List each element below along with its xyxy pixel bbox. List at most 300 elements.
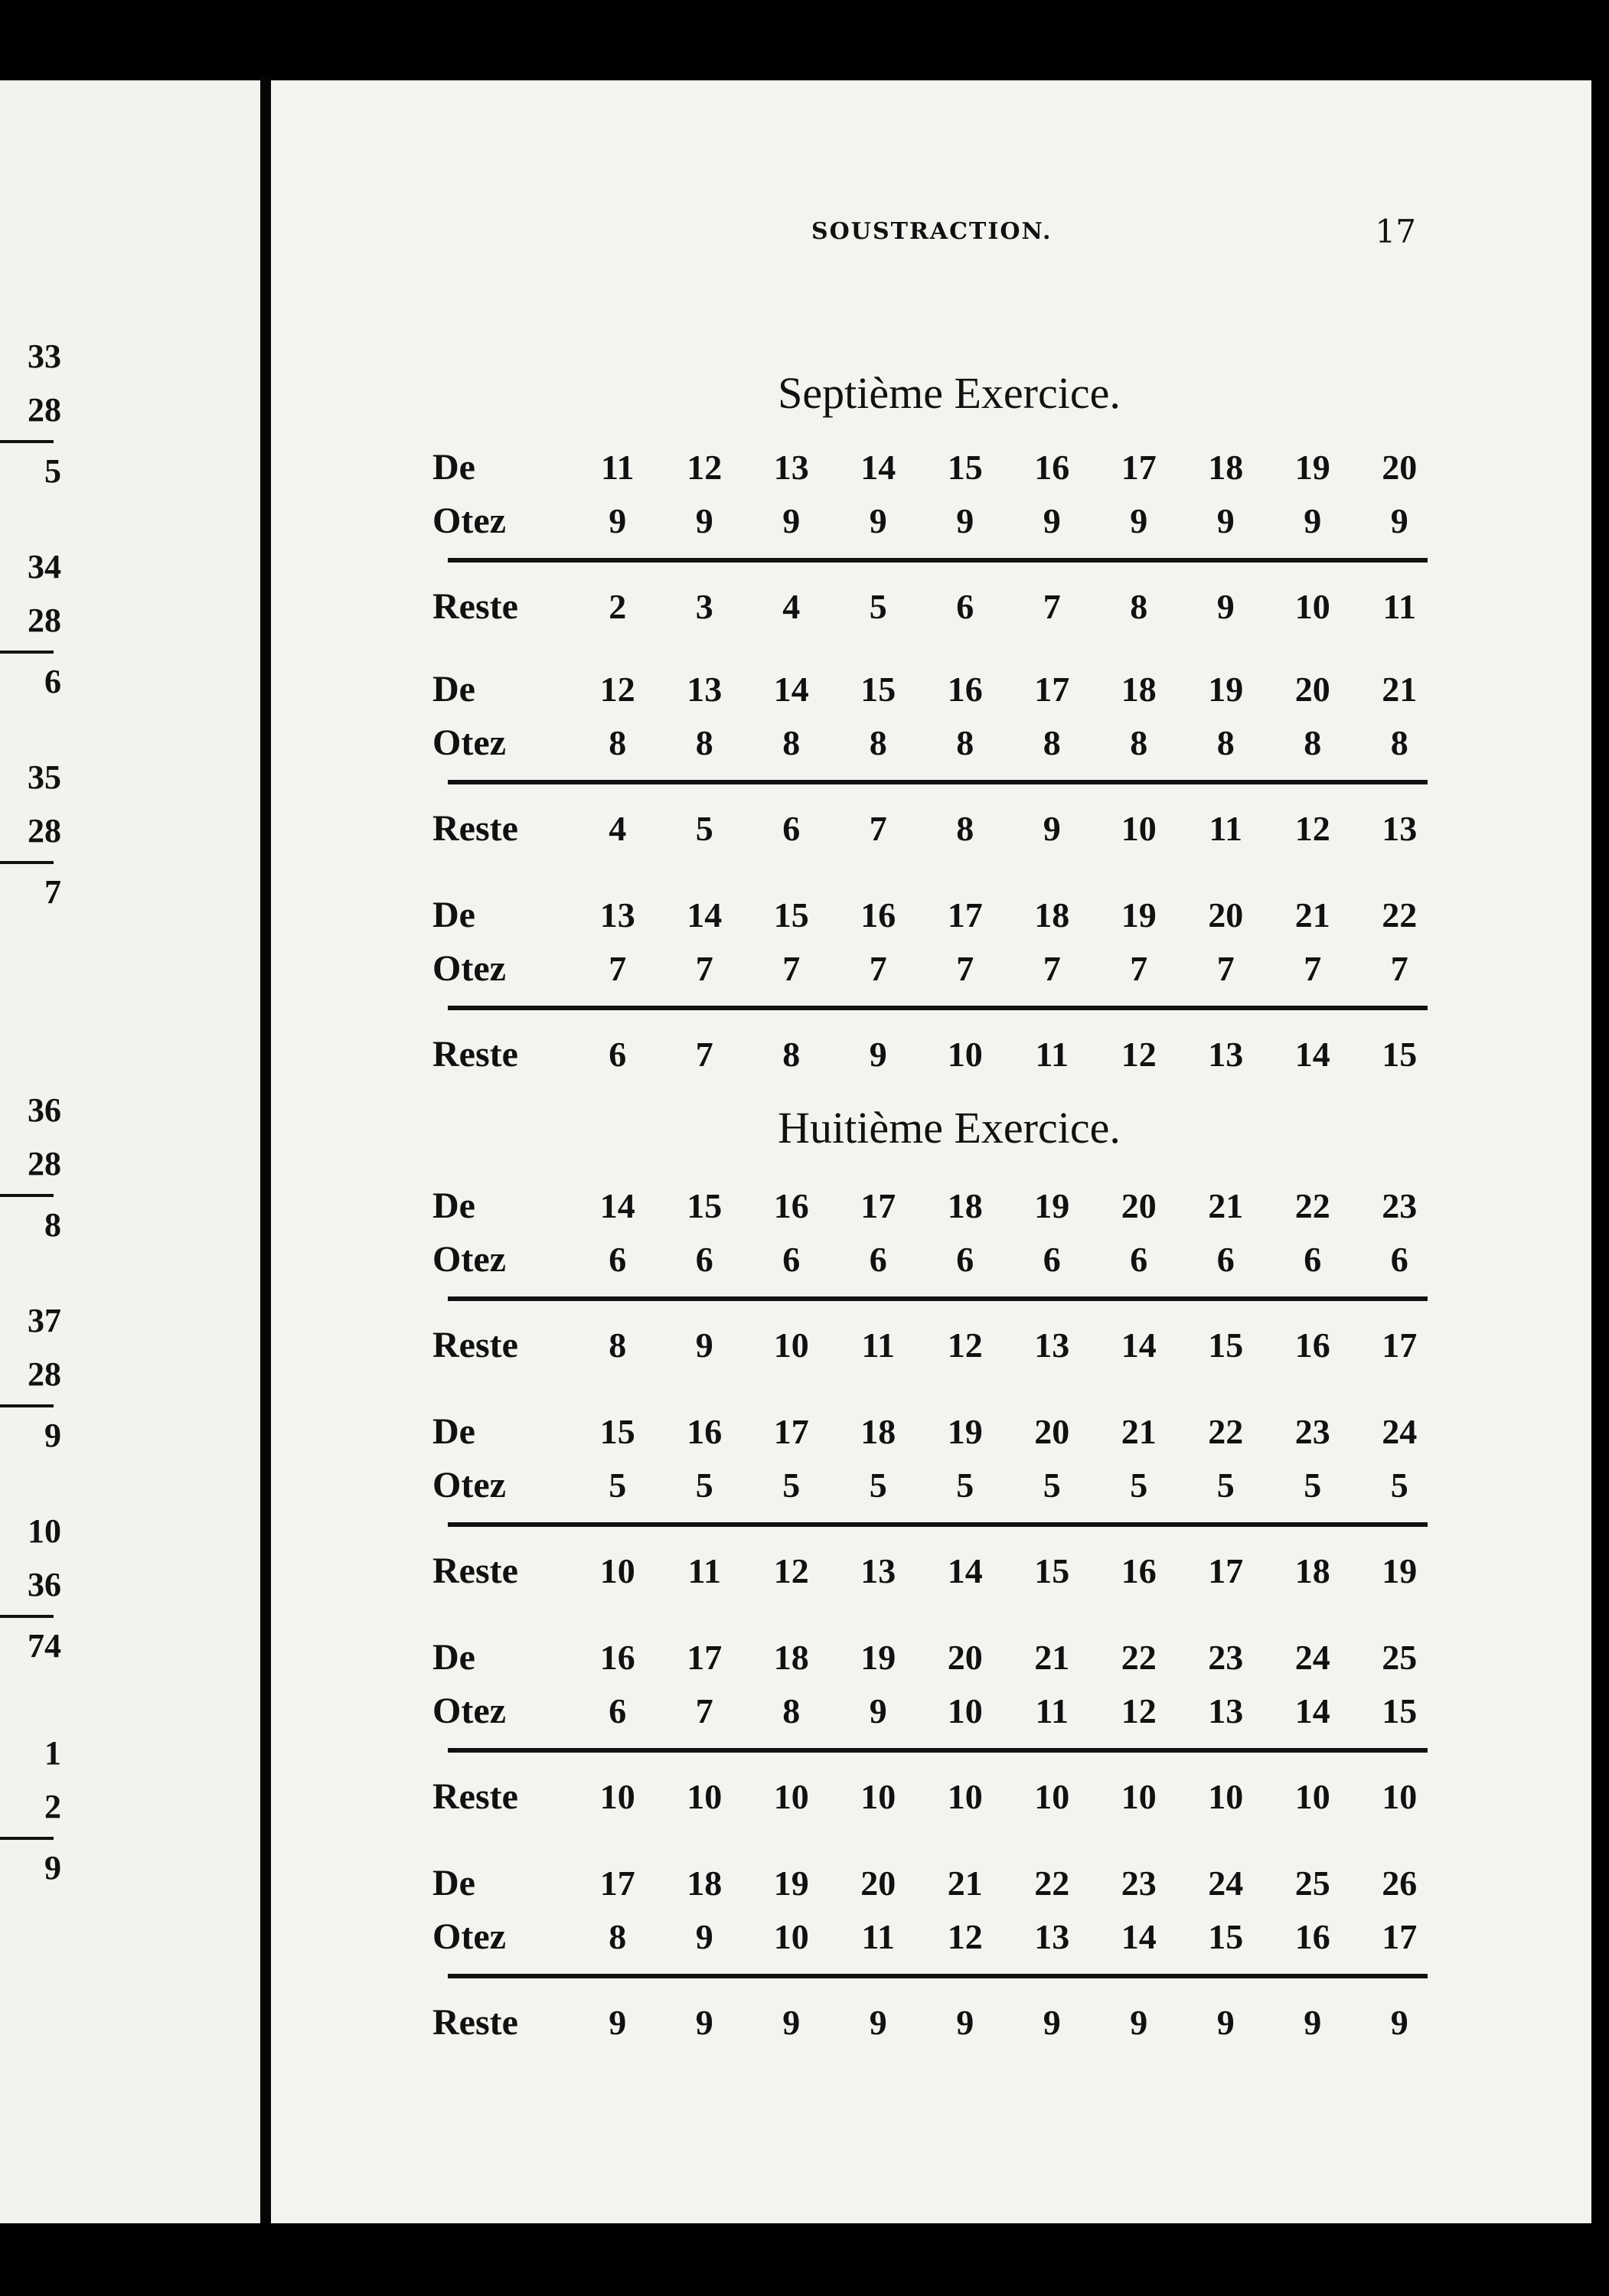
number-cell: 25: [1382, 1637, 1418, 1677]
de-label: De: [432, 1185, 475, 1226]
fragment-number: 1: [44, 1734, 61, 1772]
number-cell: 12: [773, 1551, 809, 1590]
number-cell: 18: [1121, 669, 1157, 709]
number-cell: 13: [1208, 1034, 1244, 1074]
number-cell: 23: [1208, 1637, 1244, 1677]
number-cell: 15: [1208, 1916, 1244, 1956]
number-cell: 5: [782, 1465, 801, 1505]
subtraction-block: [425, 1404, 1443, 1597]
fragment-rule: [0, 1404, 54, 1407]
reste-row: [425, 1027, 1443, 1081]
number-cell: 10: [599, 1776, 635, 1816]
number-cell: 5: [1390, 1465, 1408, 1505]
number-cell: 11: [1035, 1034, 1069, 1074]
number-cell: 17: [947, 895, 983, 934]
reste-label: Reste: [432, 2001, 518, 2043]
subtraction-block: [425, 1856, 1443, 2049]
de-row: [425, 1630, 1443, 1684]
running-title: SOUSTRACTION.: [811, 217, 1053, 245]
number-cell: 21: [947, 1863, 983, 1903]
number-cell: 15: [860, 669, 896, 709]
fragment-number: 28: [28, 391, 61, 429]
number-cell: 6: [956, 586, 974, 626]
de-label: De: [432, 1862, 475, 1903]
number-cell: 17: [1382, 1325, 1418, 1365]
number-cell: 14: [687, 895, 723, 934]
number-cell: 9: [1304, 2002, 1322, 2042]
number-cell: 10: [1208, 1776, 1244, 1816]
number-cell: 23: [1121, 1863, 1157, 1903]
number-cell: 7: [1043, 948, 1061, 988]
fragment-number: 2: [44, 1788, 61, 1825]
number-cell: 12: [947, 1916, 983, 1956]
number-cell: 5: [1130, 1465, 1148, 1505]
number-cell: 8: [1216, 722, 1235, 762]
number-cell: 12: [1121, 1691, 1157, 1730]
fragment-number: 28: [28, 1355, 61, 1393]
number-cell: 9: [1216, 501, 1235, 540]
fragment-number: 35: [28, 758, 61, 796]
number-cell: 9: [956, 2002, 974, 2042]
de-row: [425, 1404, 1443, 1458]
number-cell: 8: [1130, 722, 1148, 762]
number-cell: 18: [1034, 895, 1070, 934]
number-cell: 9: [1130, 2002, 1148, 2042]
number-cell: 18: [947, 1186, 983, 1225]
number-cell: 14: [947, 1551, 983, 1590]
number-cell: 20: [1121, 1186, 1157, 1225]
number-cell: 5: [1304, 1465, 1322, 1505]
number-cell: 22: [1294, 1186, 1330, 1225]
reste-row: [425, 1544, 1443, 1597]
number-cell: 19: [1382, 1551, 1418, 1590]
number-cell: 19: [860, 1637, 896, 1677]
reste-row: [425, 1995, 1443, 2049]
number-cell: 23: [1382, 1186, 1418, 1225]
number-cell: 13: [599, 895, 635, 934]
number-cell: 12: [1294, 808, 1330, 848]
otez-row: [425, 1458, 1443, 1512]
number-cell: 16: [1294, 1325, 1330, 1365]
reste-row: [425, 579, 1443, 633]
number-cell: 18: [687, 1863, 723, 1903]
number-cell: 13: [1208, 1691, 1244, 1730]
page-header: [528, 208, 1447, 254]
number-cell: 10: [947, 1034, 983, 1074]
number-cell: 6: [1130, 1239, 1148, 1279]
number-cell: 14: [599, 1186, 635, 1225]
number-cell: 6: [609, 1691, 627, 1730]
number-cell: 8: [782, 1691, 801, 1730]
number-cell: 11: [1209, 808, 1242, 848]
number-cell: 10: [773, 1776, 809, 1816]
number-cell: 22: [1034, 1863, 1070, 1903]
number-cell: 17: [1034, 669, 1070, 709]
number-cell: 7: [1043, 586, 1061, 626]
fragment-number: 36: [28, 1091, 61, 1129]
number-cell: 6: [1043, 1239, 1061, 1279]
number-cell: 16: [599, 1637, 635, 1677]
reste-label: Reste: [432, 807, 518, 849]
number-cell: 15: [1382, 1691, 1418, 1730]
number-cell: 7: [782, 948, 801, 988]
number-cell: 13: [1382, 808, 1418, 848]
fragment-rule: [0, 440, 54, 443]
number-cell: 14: [1294, 1691, 1330, 1730]
number-cell: 17: [1121, 447, 1157, 487]
number-cell: 17: [773, 1411, 809, 1451]
number-cell: 14: [860, 447, 896, 487]
number-cell: 8: [1130, 586, 1148, 626]
number-cell: 15: [1382, 1034, 1418, 1074]
number-cell: 10: [1034, 1776, 1070, 1816]
number-cell: 19: [947, 1411, 983, 1451]
de-row: [425, 888, 1443, 941]
fragment-rule: [0, 1837, 54, 1840]
fragment-number: 10: [28, 1512, 61, 1550]
number-cell: 9: [695, 2002, 713, 2042]
number-cell: 21: [1208, 1186, 1244, 1225]
number-cell: 8: [1304, 722, 1322, 762]
number-cell: 21: [1034, 1637, 1070, 1677]
number-cell: 8: [782, 722, 801, 762]
number-cell: 10: [1121, 808, 1157, 848]
number-cell: 5: [869, 586, 887, 626]
number-cell: 14: [1121, 1916, 1157, 1956]
number-cell: 7: [695, 1691, 713, 1730]
number-cell: 15: [687, 1186, 723, 1225]
number-cell: 8: [782, 1034, 801, 1074]
number-cell: 10: [599, 1551, 635, 1590]
otez-row: [425, 941, 1443, 995]
number-cell: 13: [773, 447, 809, 487]
number-cell: 15: [1034, 1551, 1070, 1590]
number-cell: 15: [947, 447, 983, 487]
number-cell: 20: [860, 1863, 896, 1903]
number-cell: 23: [1294, 1411, 1330, 1451]
number-cell: 7: [869, 808, 887, 848]
number-cell: 16: [687, 1411, 723, 1451]
number-cell: 12: [1121, 1034, 1157, 1074]
number-cell: 9: [1043, 2002, 1061, 2042]
number-cell: 9: [1390, 2002, 1408, 2042]
number-cell: 10: [1294, 1776, 1330, 1816]
number-cell: 11: [1035, 1691, 1069, 1730]
number-cell: 22: [1208, 1411, 1244, 1451]
number-cell: 5: [609, 1465, 627, 1505]
subtraction-block: [425, 1179, 1443, 1371]
number-cell: 7: [695, 1034, 713, 1074]
number-cell: 20: [947, 1637, 983, 1677]
number-cell: 8: [695, 722, 713, 762]
number-cell: 4: [782, 586, 801, 626]
number-cell: 20: [1294, 669, 1330, 709]
exercise-title: Septième Exercice.: [778, 368, 1121, 418]
number-cell: 9: [869, 1691, 887, 1730]
otez-row: [425, 1684, 1443, 1737]
number-cell: 7: [695, 948, 713, 988]
number-cell: 15: [773, 895, 809, 934]
sum-rule: [448, 780, 1428, 784]
de-row: [425, 440, 1443, 494]
reste-label: Reste: [432, 1776, 518, 1817]
number-cell: 10: [947, 1691, 983, 1730]
number-cell: 16: [947, 669, 983, 709]
number-cell: 14: [1294, 1034, 1330, 1074]
reste-row: [425, 801, 1443, 855]
number-cell: 9: [869, 2002, 887, 2042]
otez-row: [425, 494, 1443, 547]
number-cell: 22: [1121, 1637, 1157, 1677]
number-cell: 9: [1216, 586, 1235, 626]
fragment-number: 28: [28, 602, 61, 639]
number-cell: 7: [1130, 948, 1148, 988]
number-cell: 5: [1216, 1465, 1235, 1505]
number-cell: 7: [1304, 948, 1322, 988]
number-cell: 7: [609, 948, 627, 988]
number-cell: 15: [1208, 1325, 1244, 1365]
number-cell: 10: [1121, 1776, 1157, 1816]
number-cell: 4: [609, 808, 627, 848]
fragment-number: 9: [44, 1417, 61, 1454]
number-cell: 20: [1208, 895, 1244, 934]
de-row: [425, 662, 1443, 716]
number-cell: 6: [1390, 1239, 1408, 1279]
number-cell: 16: [860, 895, 896, 934]
fragment-number: 74: [28, 1627, 61, 1665]
number-cell: 9: [869, 501, 887, 540]
number-cell: 6: [609, 1034, 627, 1074]
number-cell: 18: [1294, 1551, 1330, 1590]
otez-row: [425, 716, 1443, 769]
number-cell: 8: [609, 1916, 627, 1956]
number-cell: 6: [782, 1239, 801, 1279]
number-cell: 10: [1382, 1776, 1418, 1816]
otez-row: [425, 1232, 1443, 1286]
fragment-rule: [0, 1615, 54, 1618]
otez-label: Otez: [432, 500, 506, 541]
fragment-number: 5: [44, 452, 61, 490]
otez-row: [425, 1910, 1443, 1963]
number-cell: 7: [869, 948, 887, 988]
otez-label: Otez: [432, 1916, 506, 1957]
number-cell: 26: [1382, 1863, 1418, 1903]
number-cell: 17: [1382, 1916, 1418, 1956]
de-label: De: [432, 668, 475, 709]
otez-label: Otez: [432, 1464, 506, 1505]
subtraction-block: [425, 888, 1443, 1081]
number-cell: 20: [1382, 447, 1418, 487]
number-cell: 11: [601, 447, 635, 487]
number-cell: 24: [1208, 1863, 1244, 1903]
fragment-number: 37: [28, 1302, 61, 1339]
number-cell: 12: [947, 1325, 983, 1365]
number-cell: 8: [609, 722, 627, 762]
number-cell: 18: [773, 1637, 809, 1677]
otez-label: Otez: [432, 1238, 506, 1280]
number-cell: 6: [1216, 1239, 1235, 1279]
fragment-rule: [0, 1194, 54, 1197]
number-cell: 16: [1034, 447, 1070, 487]
number-cell: 9: [609, 2002, 627, 2042]
reste-label: Reste: [432, 585, 518, 627]
number-cell: 19: [773, 1863, 809, 1903]
number-cell: 9: [695, 501, 713, 540]
number-cell: 11: [861, 1916, 895, 1956]
fragment-number: 33: [28, 338, 61, 375]
number-cell: 19: [1121, 895, 1157, 934]
number-cell: 21: [1382, 669, 1418, 709]
book-spine: [260, 77, 271, 2235]
number-cell: 25: [1294, 1863, 1330, 1903]
number-cell: 20: [1034, 1411, 1070, 1451]
number-cell: 9: [956, 501, 974, 540]
subtraction-block: [425, 1630, 1443, 1823]
fragment-number: 28: [28, 1145, 61, 1182]
number-cell: 8: [1043, 722, 1061, 762]
number-cell: 9: [609, 501, 627, 540]
fragment-rule: [0, 651, 54, 654]
number-cell: 10: [860, 1776, 896, 1816]
number-cell: 14: [1121, 1325, 1157, 1365]
number-cell: 9: [695, 1916, 713, 1956]
fragment-rule: [0, 861, 54, 864]
fragment-number: 8: [44, 1206, 61, 1244]
number-cell: 22: [1382, 895, 1418, 934]
reste-label: Reste: [432, 1324, 518, 1365]
number-cell: 3: [695, 586, 713, 626]
fragment-number: 34: [28, 548, 61, 585]
sum-rule: [448, 558, 1428, 563]
de-row: [425, 1179, 1443, 1232]
de-label: De: [432, 446, 475, 488]
number-cell: 6: [609, 1239, 627, 1279]
number-cell: 16: [1294, 1916, 1330, 1956]
left-page-fragment: [0, 80, 260, 2223]
number-cell: 2: [609, 586, 627, 626]
number-cell: 15: [599, 1411, 635, 1451]
number-cell: 9: [695, 1325, 713, 1365]
number-cell: 7: [1216, 948, 1235, 988]
sum-rule: [448, 1974, 1428, 1978]
number-cell: 8: [956, 722, 974, 762]
fragment-number: 36: [28, 1566, 61, 1603]
number-cell: 5: [695, 1465, 713, 1505]
number-cell: 9: [782, 2002, 801, 2042]
number-cell: 19: [1294, 447, 1330, 487]
number-cell: 10: [687, 1776, 723, 1816]
number-cell: 5: [869, 1465, 887, 1505]
number-cell: 9: [869, 1034, 887, 1074]
number-cell: 8: [869, 722, 887, 762]
number-cell: 16: [773, 1186, 809, 1225]
fragment-number: 28: [28, 812, 61, 850]
exercise-title: Huitième Exercice.: [778, 1103, 1121, 1153]
scan-border: [0, 2223, 1609, 2296]
number-cell: 9: [782, 501, 801, 540]
number-cell: 5: [1043, 1465, 1061, 1505]
de-row: [425, 1856, 1443, 1910]
number-cell: 6: [782, 808, 801, 848]
subtraction-block: [425, 662, 1443, 855]
otez-label: Otez: [432, 947, 506, 989]
number-cell: 24: [1294, 1637, 1330, 1677]
number-cell: 19: [1034, 1186, 1070, 1225]
de-label: De: [432, 894, 475, 935]
page-number: 17: [1375, 212, 1416, 250]
number-cell: 12: [599, 669, 635, 709]
sum-rule: [448, 1006, 1428, 1010]
number-cell: 9: [1043, 501, 1061, 540]
de-label: De: [432, 1411, 475, 1452]
number-cell: 7: [1390, 948, 1408, 988]
number-cell: 5: [956, 1465, 974, 1505]
fragment-number: 9: [44, 1849, 61, 1887]
number-cell: 6: [869, 1239, 887, 1279]
reste-row: [425, 1318, 1443, 1371]
otez-label: Otez: [432, 1690, 506, 1731]
number-cell: 10: [773, 1325, 809, 1365]
number-cell: 10: [947, 1776, 983, 1816]
number-cell: 9: [1130, 501, 1148, 540]
de-label: De: [432, 1636, 475, 1678]
number-cell: 9: [1043, 808, 1061, 848]
number-cell: 11: [1382, 586, 1416, 626]
reste-row: [425, 1769, 1443, 1823]
fragment-number: 6: [44, 663, 61, 700]
sum-rule: [448, 1522, 1428, 1527]
number-cell: 13: [1034, 1916, 1070, 1956]
sum-rule: [448, 1748, 1428, 1753]
number-cell: 11: [687, 1551, 721, 1590]
number-cell: 13: [687, 669, 723, 709]
number-cell: 6: [1304, 1239, 1322, 1279]
number-cell: 19: [1208, 669, 1244, 709]
number-cell: 18: [1208, 447, 1244, 487]
number-cell: 14: [773, 669, 809, 709]
number-cell: 13: [1034, 1325, 1070, 1365]
number-cell: 8: [1390, 722, 1408, 762]
reste-label: Reste: [432, 1550, 518, 1591]
number-cell: 6: [956, 1239, 974, 1279]
number-cell: 9: [1390, 501, 1408, 540]
sum-rule: [448, 1296, 1428, 1301]
number-cell: 11: [861, 1325, 895, 1365]
number-cell: 17: [687, 1637, 723, 1677]
otez-label: Otez: [432, 722, 506, 763]
number-cell: 10: [1294, 586, 1330, 626]
number-cell: 17: [599, 1863, 635, 1903]
number-cell: 21: [1294, 895, 1330, 934]
fragment-number: 7: [44, 873, 61, 911]
number-cell: 16: [1121, 1551, 1157, 1590]
number-cell: 7: [956, 948, 974, 988]
number-cell: 17: [1208, 1551, 1244, 1590]
number-cell: 6: [695, 1239, 713, 1279]
number-cell: 9: [1216, 2002, 1235, 2042]
number-cell: 5: [695, 808, 713, 848]
subtraction-block: [425, 440, 1443, 633]
number-cell: 9: [1304, 501, 1322, 540]
number-cell: 8: [609, 1325, 627, 1365]
number-cell: 21: [1121, 1411, 1157, 1451]
number-cell: 13: [860, 1551, 896, 1590]
number-cell: 12: [687, 447, 723, 487]
reste-label: Reste: [432, 1033, 518, 1075]
number-cell: 17: [860, 1186, 896, 1225]
number-cell: 8: [956, 808, 974, 848]
number-cell: 24: [1382, 1411, 1418, 1451]
